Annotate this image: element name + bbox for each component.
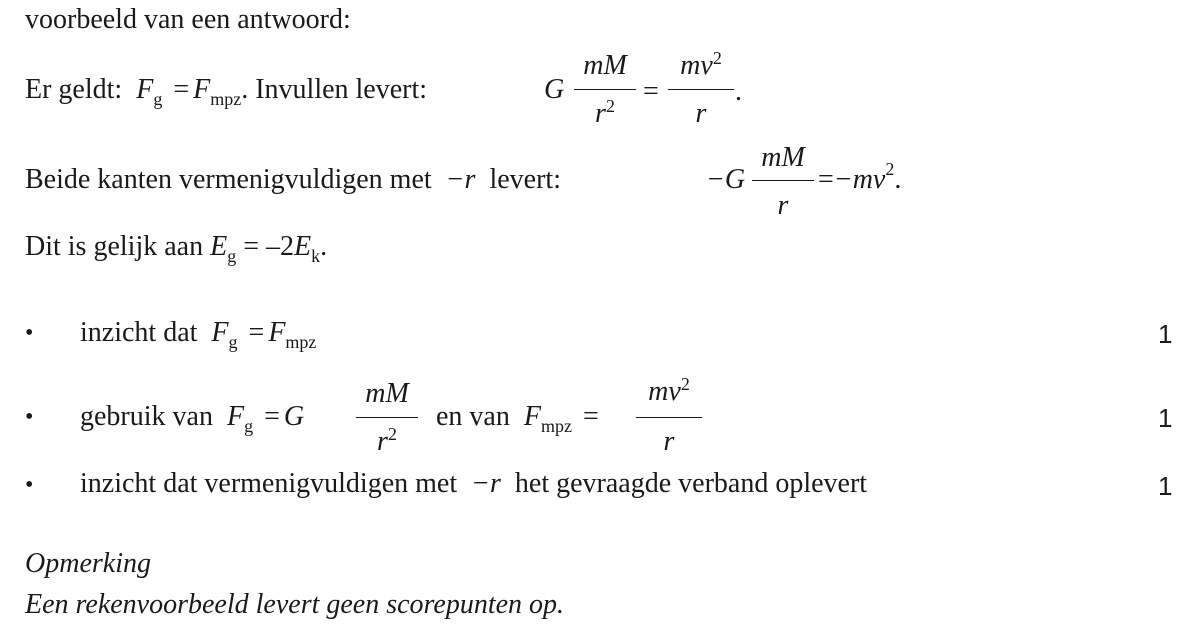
sub-mpz: mpz [285,332,317,352]
score-point: 1 [1158,319,1173,349]
minus-mv: −mv [833,164,886,195]
energy-g-symbol: E [210,231,228,262]
line3-lead: Dit is gelijk aan [25,231,204,262]
derivation-line-1 [25,74,428,109]
fraction-denominator: $r^2$ [377,424,397,457]
fraction-numerator: mM [365,378,409,409]
minus-r: −r [471,468,501,499]
equals-sign: = [643,76,659,107]
equals-sign: = [264,401,280,432]
intro-text: voorbeeld van een antwoord: [25,4,351,35]
sub-mpz: mpz [540,416,572,436]
fraction-mv2-over-r [668,48,734,134]
fraction-bar [668,89,734,90]
bullet: • [25,404,34,430]
fraction-mM-over-r2 [574,52,636,134]
fraction-bar [356,417,418,418]
line2-lead: Beide kanten vermenigvuldigen met [25,164,432,195]
sub-g: g [228,332,238,352]
remark-title: Opmerking [25,548,151,579]
gravitational-constant: G [283,401,305,432]
criterion-2-text: gebruik van [80,401,213,432]
derivation-line-2-rhs [818,159,902,195]
equals-sign: = [582,401,599,432]
remark-body: Een rekenvoorbeeld levert geen scorepunten op. [25,589,565,620]
force-mpz-symbol: F [268,317,286,348]
fraction-mM-over-r [752,144,814,222]
fraction-denominator: r [777,190,789,221]
force-mpz-symbol: F [193,74,211,105]
equals-minus-2: = –2 [243,231,294,262]
bullet: • [25,320,34,346]
criterion-3-text-a: inzicht dat vermenigvuldigen met [80,468,458,499]
equals-sign: = [818,164,834,195]
derivation-line-2 [25,166,561,194]
score-point: 1 [1158,471,1173,501]
fraction-bar [752,180,814,181]
fraction-denominator: r [695,98,707,129]
criterion-3 [80,470,867,498]
sub-g: g [244,416,254,436]
minus-gravitational-constant: −G [706,164,746,195]
exponent-2: 2 [885,159,895,179]
period: . [241,74,249,105]
criterion-3-text-b: het gevraagde verband oplevert [514,468,868,499]
fraction-denominator: r [663,426,675,457]
force-g-symbol: F [136,74,154,105]
fraction-bar [636,417,702,418]
equals-sign: = [248,317,265,348]
fraction-bar [574,89,636,90]
criterion-2-mid [436,401,603,436]
sub-mpz: mpz [210,89,242,109]
line1-lead: Er geldt: [25,74,123,105]
fraction-numerator: mM [761,142,805,173]
fraction-numerator: mM [583,50,627,81]
fraction-numerator: $mv^2$ [680,48,722,81]
fraction-denominator: $r^2$ [595,96,615,129]
minus-r: −r [445,164,476,195]
sub-g: g [227,246,237,266]
score-point: 1 [1158,403,1173,433]
fraction-numerator: $mv^2$ [648,374,690,407]
derivation-line-3 [25,231,328,266]
sub-k: k [311,246,321,266]
line2-mid: levert: [489,164,561,195]
criterion-1 [80,317,317,352]
fraction-mv2-over-r [636,374,702,460]
force-g-symbol: F [211,317,229,348]
criterion-2 [80,401,305,436]
line1-mid: Invullen levert: [255,74,428,105]
gravitational-constant: G [544,74,565,105]
force-g-symbol: F [226,401,245,432]
criterion-1-text: inzicht dat [80,317,198,348]
energy-k-symbol: E [293,231,312,262]
sub-g: g [153,89,163,109]
fraction-mM-over-r2 [356,380,418,460]
force-mpz-symbol: F [523,401,541,432]
equals-sign: = [173,74,190,105]
period: . [735,76,742,107]
criterion-2-mid-text: en van [436,401,510,432]
period: . [894,164,902,195]
bullet: • [25,472,34,498]
period: . [320,231,328,262]
